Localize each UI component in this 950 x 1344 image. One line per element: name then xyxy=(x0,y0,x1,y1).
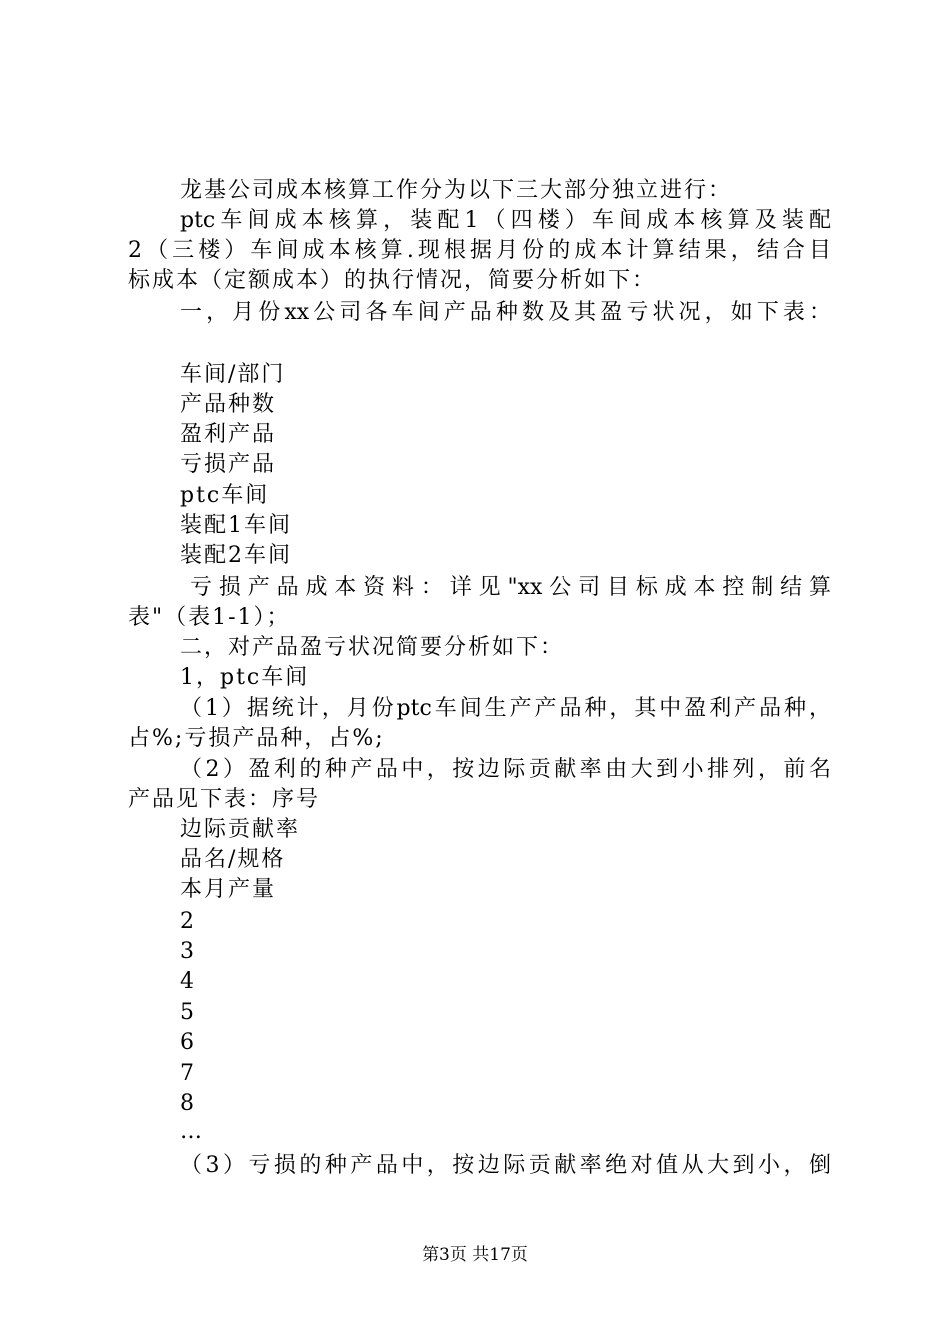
paragraph-line: 占%;亏损产品种，占%; xyxy=(128,726,385,751)
paragraph-line: 产品见下表：序号 xyxy=(128,787,321,812)
table-cell: 4 xyxy=(180,969,196,994)
paragraph-line: 龙基公司成本核算工作分为以下三大部分独立进行： xyxy=(180,178,733,203)
section-heading: 二，对产品盈亏状况简要分析如下： xyxy=(180,635,565,660)
page-number: 第3页 共17页 xyxy=(422,1245,528,1265)
table-cell: 3 xyxy=(180,939,196,964)
paragraph-line: 亏损产品成本资料：详见"xx公司目标成本控制结算 xyxy=(190,575,831,600)
table-cell: 2 xyxy=(180,909,196,934)
subsection-heading: 1，ptc车间 xyxy=(180,665,310,690)
table-cell: 6 xyxy=(180,1030,196,1055)
table-cell: 8 xyxy=(180,1091,196,1116)
paragraph-line: 2（三楼）车间成本核算.现根据月份的成本计算结果，结合目 xyxy=(128,238,831,263)
table-cell: 产品种数 xyxy=(180,392,277,417)
paragraph-line: 标成本（定额成本）的执行情况，简要分析如下： xyxy=(128,268,657,293)
table-cell: 品名/规格 xyxy=(180,847,286,872)
table-cell: 盈利产品 xyxy=(180,422,277,447)
section-heading: 一，月份xx公司各车间产品种数及其盈亏状况，如下表： xyxy=(180,300,831,325)
table-cell: ptc车间 xyxy=(180,483,270,508)
paragraph-line: （1）据统计，月份ptc车间生产产品种，其中盈利产品种， xyxy=(180,696,831,721)
table-cell: 亏损产品 xyxy=(180,452,277,477)
table-cell: 本月产量 xyxy=(180,877,277,902)
table-cell: … xyxy=(180,1119,204,1144)
table-cell: 边际贡献率 xyxy=(180,817,301,842)
paragraph-line: 表"（表1-1）； xyxy=(128,605,291,630)
table-cell: 5 xyxy=(180,1000,196,1025)
table-cell: 装配2车间 xyxy=(180,543,292,568)
table-cell: 7 xyxy=(180,1061,196,1086)
table-cell: 装配1车间 xyxy=(180,513,292,538)
table-cell: 车间/部门 xyxy=(180,362,286,387)
paragraph-line: ptc车间成本核算，装配1（四楼）车间成本核算及装配 xyxy=(180,208,831,233)
paragraph-line: （2）盈利的种产品中，按边际贡献率由大到小排列，前名 xyxy=(180,757,831,782)
paragraph-line: （3）亏损的种产品中，按边际贡献率绝对值从大到小，倒 xyxy=(180,1153,831,1178)
